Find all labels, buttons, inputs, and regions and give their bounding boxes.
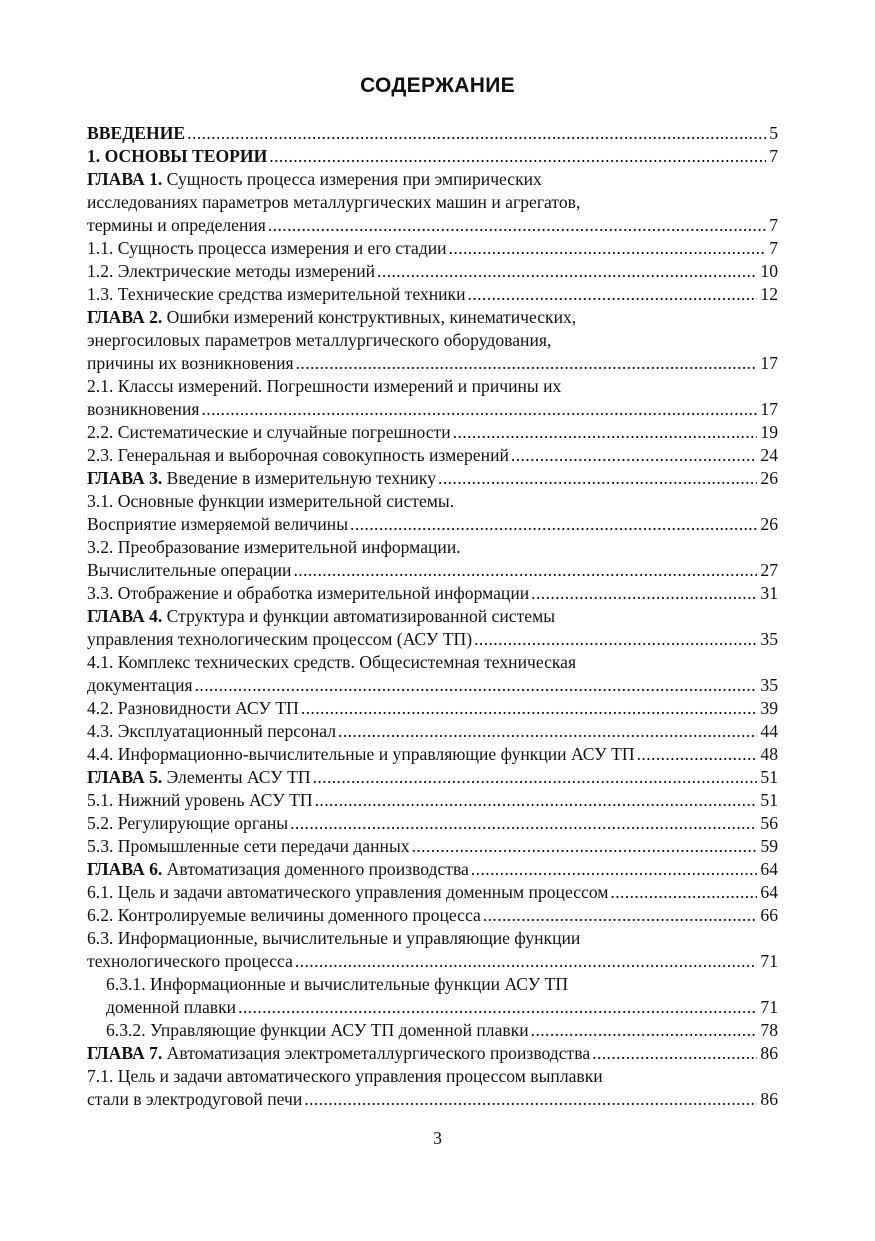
toc-entry-title [87,904,481,927]
toc-entry [87,605,778,628]
toc-entry-text: технологического процесса [87,951,293,971]
toc-entry-text: Введение в измерительную технику [162,468,437,488]
toc-page-number: 71 [760,951,778,971]
toc-entry-title [87,789,313,812]
toc-entry-text: 1.2. Электрические методы измерений [87,261,376,281]
toc-entry-text: исследованиях параметров металлургических машин и агрегатов, [87,192,581,212]
toc-entry-title [106,996,236,1019]
toc-entry [87,536,778,559]
toc-entry-text: Ошибки измерений конструктивных, кинематических, [162,307,577,327]
toc-entry-title [87,237,447,260]
toc-entry [87,697,778,720]
toc-page-number: 35 [760,629,778,649]
dot-leader [610,881,757,904]
toc-entry [87,398,778,421]
toc-entry-text: энергосиловых параметров металлургического оборудования, [87,330,552,350]
toc-entry-title [87,214,266,237]
toc-entry-text: стали в электродуговой печи [87,1089,303,1109]
toc-entry-text: 4.4. Информационно-вычислительные и управляющие функции АСУ ТП [87,744,635,764]
toc-entry-heading: ВВЕДЕНИЕ [87,123,186,143]
dot-leader [304,1088,757,1111]
dot-leader [296,352,758,375]
toc-entry-text: 1.3. Технические средства измерительной техники [87,284,466,304]
page-title: СОДЕРЖАНИЕ [360,74,515,97]
toc-entry [87,904,778,927]
dot-leader [315,789,758,812]
toc-entry [87,766,778,789]
toc-entry-title [87,743,635,766]
dot-leader [468,283,758,306]
toc-page-number: 31 [760,583,778,603]
toc-entry-text: Структура и функции автоматизированной системы [162,606,556,626]
toc-entry-text: 5.1. Нижний уровень АСУ ТП [87,790,313,810]
toc-entry-title [87,950,293,973]
toc-entry [87,582,778,605]
toc-entry-text: 6.3. Информационные, вычислительные и управляющие функции [87,928,581,948]
dot-leader [338,720,757,743]
toc-entry-text: причины их возникновения [87,353,294,373]
table-of-contents [87,122,778,1111]
toc-entry-text: Вычислительные операции [87,560,292,580]
toc-entry [87,950,778,973]
toc-entry [87,973,778,996]
toc-entry [87,237,778,260]
toc-entry-text: управления технологическим процессом (АСУ ТП) [87,629,473,649]
dot-leader [187,122,766,145]
toc-entry [87,720,778,743]
dot-leader [269,145,766,168]
toc-page-number: 17 [760,399,778,419]
toc-entry-text: 4.3. Эксплуатационный персонал [87,721,337,741]
toc-entry-title [87,1088,302,1111]
toc-entry [87,674,778,697]
toc-entry [87,835,778,858]
toc-entry [87,1042,778,1065]
toc-entry [87,513,778,536]
toc-entry-heading: ГЛАВА 1. [87,169,163,189]
toc-entry [87,421,778,444]
dot-leader [290,812,757,835]
dot-leader [350,513,757,536]
dot-leader [483,904,758,927]
toc-entry-text: 1.1. Сущность процесса измерения и его стадии [87,238,447,258]
toc-entry-text: доменной плавки [106,997,237,1017]
toc-page-number: 26 [760,468,778,488]
toc-entry-text: 2.2. Систематические и случайные погрешности [87,422,451,442]
toc-page-number: 59 [760,836,778,856]
dot-leader [313,766,758,789]
toc-page-number: 39 [760,698,778,718]
toc-page-number: 86 [760,1043,778,1063]
toc-page-number: 10 [760,261,778,281]
toc-entry-title [87,928,580,948]
toc-entry-text: 5.3. Промышленные сети передачи данных [87,836,410,856]
toc-entry [87,375,778,398]
dot-leader [301,697,758,720]
dot-leader [637,743,758,766]
toc-entry-text: 2.1. Классы измерений. Погрешности измерений и причины их [87,376,562,396]
toc-entry-title [87,169,542,189]
toc-entry [87,743,778,766]
toc-entry-heading: ГЛАВА 2. [87,307,163,327]
toc-entry-title [87,491,454,511]
toc-entry [87,1019,778,1042]
toc-page-number: 17 [760,353,778,373]
toc-entry-title [87,835,410,858]
toc-entry [87,789,778,812]
toc-entry [87,858,778,881]
dot-leader [474,628,757,651]
toc-entry-title [87,559,291,582]
dot-leader [293,559,757,582]
toc-entry-text: 6.2. Контролируемые величины доменного процесса [87,905,481,925]
toc-page-number: 44 [760,721,778,741]
toc-entry-text: 6.3.1. Информационные и вычислительные функции АСУ ТП [106,974,569,994]
toc-entry-text: 3.1. Основные функции измерительной системы. [87,491,455,511]
toc-entry-title [87,537,461,557]
toc-entry [87,996,778,1019]
dot-leader [412,835,758,858]
toc-entry [87,145,778,168]
toc-entry-text: 3.3. Отображение и обработка измерительной информации [87,583,530,603]
toc-entry [87,168,778,191]
toc-entry-title [87,467,436,490]
toc-entry-title [87,858,469,881]
toc-entry-title [87,513,348,536]
toc-page-number: 7 [769,215,778,235]
toc-entry-title [87,881,608,904]
toc-entry-title [87,330,551,350]
toc-page-number: 27 [760,560,778,580]
toc-entry-text: 4.1. Комплекс технических средств. Общесистемная техническая [87,652,577,672]
toc-entry-text: возникновения [87,399,200,419]
toc-page-number: 35 [760,675,778,695]
toc-entry-title [87,283,466,306]
dot-leader [201,398,757,421]
toc-entry [87,214,778,237]
toc-page-number: 86 [760,1089,778,1109]
dot-leader [195,674,758,697]
toc-entry-title [87,812,288,835]
toc-entry-title [87,398,199,421]
toc-entry [87,881,778,904]
toc-entry [87,559,778,582]
toc-entry-title [87,376,561,396]
dot-leader [295,950,758,973]
toc-entry-title [87,1066,603,1086]
toc-entry-text: 3.2. Преобразование измерительной информации. [87,537,461,557]
toc-entry [87,467,778,490]
toc-page-number: 71 [760,997,778,1017]
dot-leader [438,467,757,490]
toc-entry-title [87,628,472,651]
toc-entry-text: 4.2. Разновидности АСУ ТП [87,698,299,718]
toc-page-number: 56 [760,813,778,833]
toc-entry-text: 6.1. Цель и задачи автоматического управления доменным процессом [87,882,609,902]
toc-entry-text: термины и определения [87,215,266,235]
toc-entry [87,1088,778,1111]
toc-entry-heading: ГЛАВА 4. [87,606,163,626]
toc-entry-title [87,307,576,327]
toc-entry-title [87,582,529,605]
toc-entry-text: 7.1. Цель и задачи автоматического управления процессом выплавки [87,1066,603,1086]
toc-entry [87,1065,778,1088]
toc-entry-text: 2.3. Генеральная и выборочная совокупность измерений [87,445,509,465]
toc-page-number: 12 [760,284,778,304]
toc-page-number: 66 [760,905,778,925]
toc-entry-title [87,720,336,743]
toc-entry [87,444,778,467]
toc-entry [87,191,778,214]
toc-entry [87,628,778,651]
toc-entry-text: Элементы АСУ ТП [162,767,311,787]
toc-entry-title [87,674,193,697]
toc-entry-title [87,652,576,672]
toc-page-number: 5 [769,123,778,143]
toc-page-number: 51 [760,790,778,810]
toc-entry-heading: ГЛАВА 7. [87,1043,163,1063]
toc-entry-heading: ГЛАВА 6. [87,859,163,879]
toc-entry [87,122,778,145]
toc-entry-title [87,260,375,283]
dot-leader [453,421,758,444]
page-number: 3 [433,1128,442,1148]
toc-page-number: 24 [760,445,778,465]
toc-entry [87,490,778,513]
toc-entry [87,651,778,674]
toc-entry-text: 5.2. Регулирующие органы [87,813,289,833]
toc-entry [87,329,778,352]
toc-page-number: 19 [760,422,778,442]
toc-entry-title [87,444,509,467]
dot-leader [531,1019,758,1042]
toc-page-number: 26 [760,514,778,534]
toc-page-number: 78 [760,1020,778,1040]
toc-entry [87,260,778,283]
toc-entry-heading: 1. ОСНОВЫ ТЕОРИИ [87,146,268,166]
toc-page-number: 51 [760,767,778,787]
toc-entry [87,352,778,375]
dot-leader [592,1042,757,1065]
toc-entry-text: Автоматизация электрометаллургического производства [162,1043,591,1063]
toc-entry [87,927,778,950]
toc-entry-title [87,1042,590,1065]
toc-entry-text: Восприятие измеряемой величины [87,514,349,534]
toc-page-number: 7 [769,146,778,166]
toc-entry-text: документация [87,675,193,695]
toc-entry-text: Сущность процесса измерения при эмпирических [162,169,542,189]
toc-entry [87,283,778,306]
dot-leader [377,260,757,283]
dot-leader [471,858,758,881]
toc-entry [87,306,778,329]
toc-entry-title [87,145,267,168]
dot-leader [531,582,757,605]
toc-entry [87,812,778,835]
toc-page-number: 64 [760,859,778,879]
toc-entry-text: 6.3.2. Управляющие функции АСУ ТП доменной плавки [106,1020,529,1040]
toc-entry-title [87,421,451,444]
dot-leader [449,237,767,260]
toc-entry-title [106,974,568,994]
toc-entry-heading: ГЛАВА 3. [87,468,163,488]
toc-entry-title [87,766,311,789]
dot-leader [511,444,758,467]
toc-entry-title [106,1019,529,1042]
dot-leader [238,996,757,1019]
toc-entry-title [87,606,555,626]
toc-entry-title [87,192,580,212]
toc-page-number: 7 [769,238,778,258]
toc-entry-text: Автоматизация доменного производства [162,859,469,879]
toc-entry-heading: ГЛАВА 5. [87,767,163,787]
toc-entry-title [87,697,299,720]
dot-leader [268,214,766,237]
toc-page-number: 48 [760,744,778,764]
toc-page-number: 64 [760,882,778,902]
toc-entry-title [87,352,294,375]
toc-entry-title [87,122,185,145]
